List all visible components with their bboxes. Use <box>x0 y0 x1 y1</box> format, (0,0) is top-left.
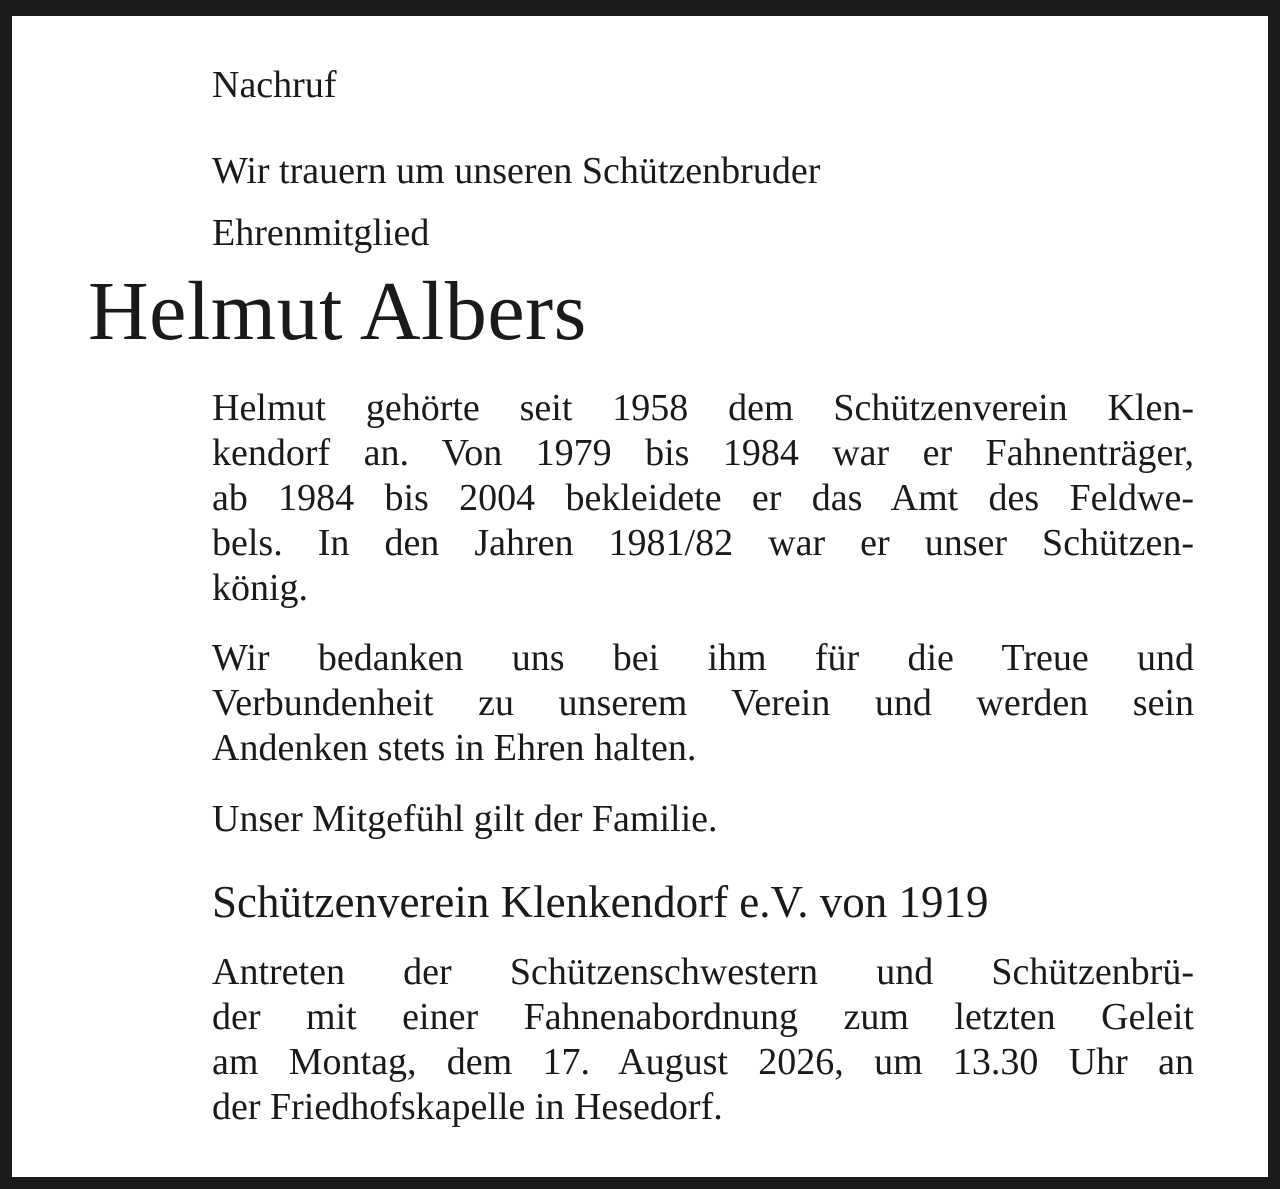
ceremony-paragraph <box>212 950 1194 1130</box>
ceremony-line: der mit einer Fahnenabordnung zum letzten Geleit <box>212 996 1194 1038</box>
biography-line: Helmut gehörte seit 1958 dem Schützenverein Klen- <box>212 387 1194 429</box>
notice-intro: Wir trauern um unseren Schützenbruder <box>212 150 821 192</box>
thanks-line: Wir bedanken uns bei ihm für die Treue und <box>212 637 1194 679</box>
biography-line: ab 1984 bis 2004 bekleidete er das Amt des Feldwe- <box>212 477 1194 519</box>
thanks-line: Andenken stets in Ehren halten. <box>212 727 697 769</box>
honor-title: Ehrenmitglied <box>212 212 430 254</box>
biography-line: könig. <box>212 567 309 609</box>
ceremony-line: am Montag, dem 17. August 2026, um 13.30 Uhr an <box>212 1041 1194 1083</box>
sympathy-line: Unser Mitgefühl gilt der Familie. <box>212 798 718 840</box>
ceremony-line: Antreten der Schützenschwestern und Schützenbrü- <box>212 951 1194 993</box>
notice-heading: Nachruf <box>212 64 337 106</box>
ceremony-line: der Friedhofskapelle in Hesedorf. <box>212 1086 723 1128</box>
deceased-name: Helmut Albers <box>88 265 587 358</box>
biography-line: kendorf an. Von 1979 bis 1984 war er Fahnenträger, <box>212 432 1194 474</box>
thanks-line: Verbundenheit zu unserem Verein und werden sein <box>212 682 1194 724</box>
club-name: Schützenverein Klenkendorf e.V. von 1919 <box>212 877 989 927</box>
biography-paragraph <box>212 386 1194 611</box>
thanks-paragraph <box>212 636 1194 771</box>
biography-line: bels. In den Jahren 1981/82 war er unser Schützen- <box>212 522 1194 564</box>
